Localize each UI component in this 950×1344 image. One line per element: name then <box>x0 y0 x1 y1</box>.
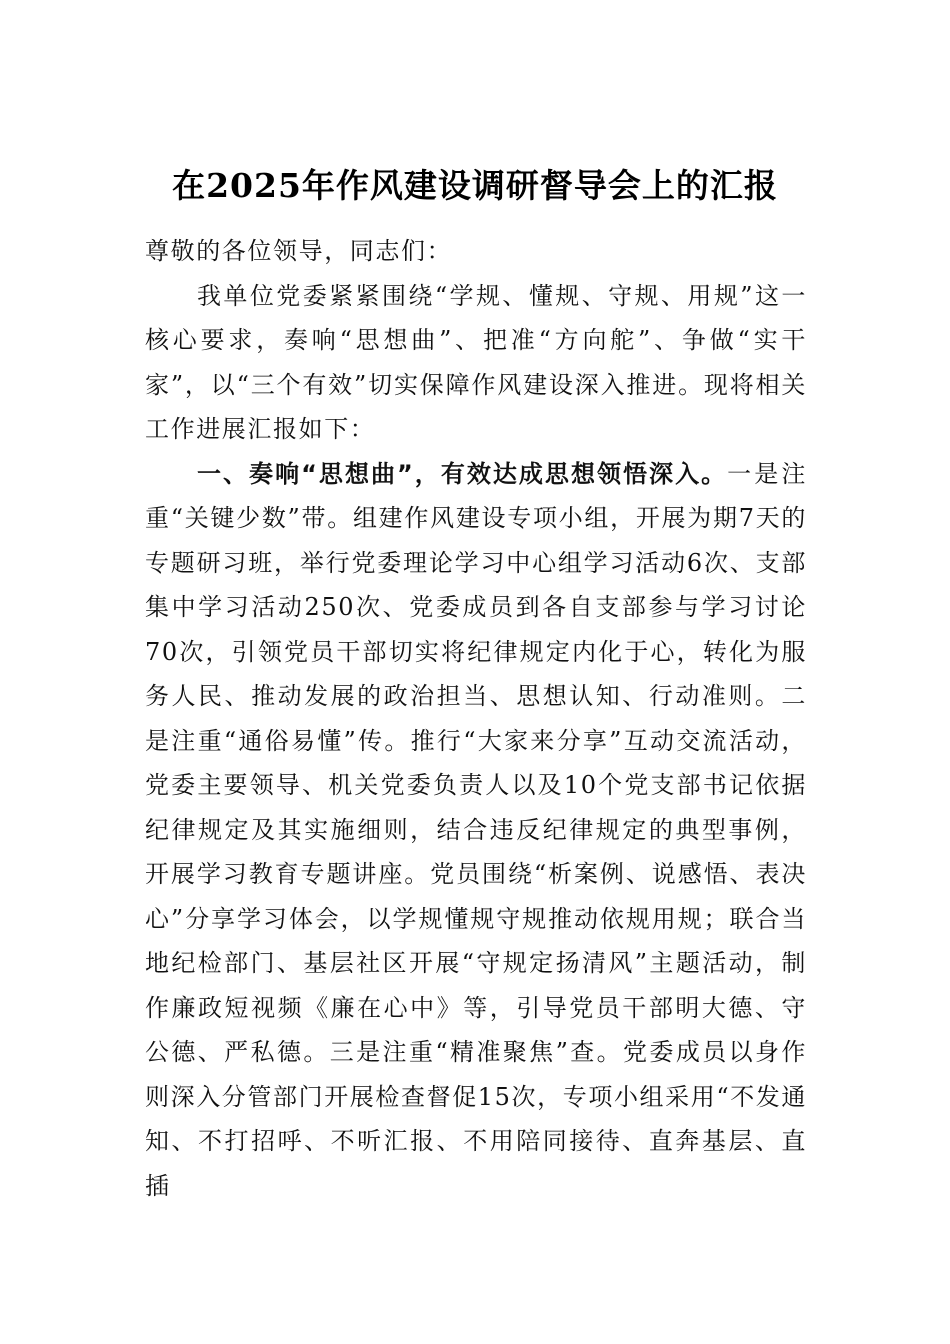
document-title: 在2025年作风建设调研督导会上的汇报 <box>172 166 778 205</box>
document-body <box>145 229 807 1208</box>
section-1-paragraph <box>145 452 807 1209</box>
intro-paragraph: 我单位党委紧紧围绕“学规、懂规、守规、用规”这一核心要求，奏响“思想曲”、把准“方向舵”、争做“实干家”，以“三个有效”切实保障作风建设深入推进。现将相关工作进展汇报如下： <box>145 281 807 443</box>
section-1-heading: 一、奏响“思想曲”，有效达成思想领悟深入。 <box>197 459 728 488</box>
salutation: 尊敬的各位领导，同志们： <box>145 237 453 265</box>
section-1-body: 一是注重“关键少数”带。组建作风建设专项小组，开展为期7天的专题研习班，举行党委理论学习中心组学习活动6次、支部集中学习活动250次、党委成员到各自支部参与学习讨论70次，引领党员干部切实将纪律规定内化于心，转化为服务人民、推动发展的政治担当、思想认知、行动准则。二是注重“通俗易懂”传。推行“大家来分享”互动交流活动，党委主要领导、机关党委负责人以及10个党支部书记依据纪律规定及其实施细则，结合违反纪律规定的典型事例，开展学习教育专题讲座。党员围绕“析案例、说感悟、表决心”分享学习体会，以学规懂规守规推动依规用规；联合当地纪检部门、基层社区开展“守规定扬清风”主题活动，制作廉政短视频《廉在心中》等，引导党员干部明大德、守公德、严私德。三是注重“精准聚焦”查。党委成员以身作则深入分管部门开展检查督促15次，专项小组采用“不发通知、不打招呼、不听汇报、不用陪同接待、直奔基层、直插 <box>145 459 808 1200</box>
